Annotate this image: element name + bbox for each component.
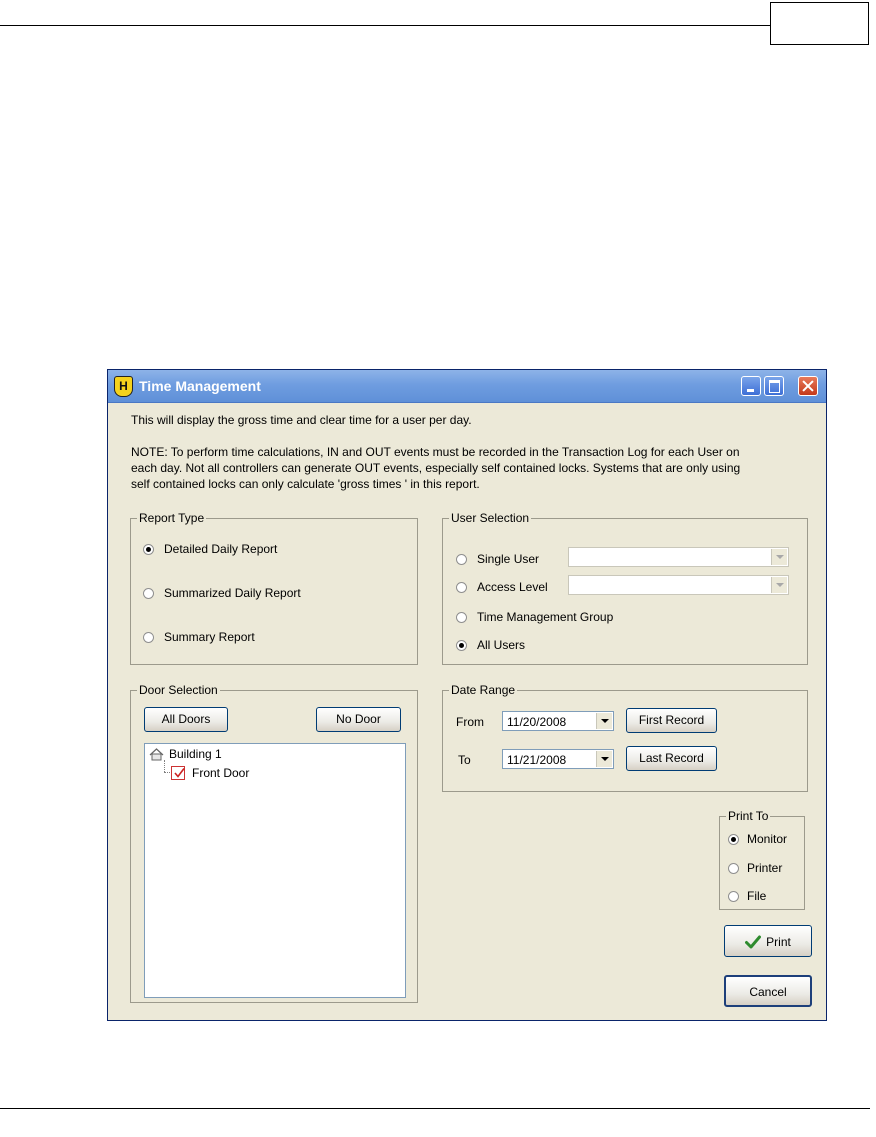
front-door-checkbox[interactable] [171,766,185,780]
checkmark-icon [173,767,185,779]
door-selection-legend: Door Selection [139,683,218,697]
last-record-button[interactable]: Last Record [626,746,717,771]
radio-label: Time Management Group [477,610,614,624]
radio-label: Printer [747,861,783,875]
front-door-label: Front Door [192,766,250,780]
radio-label: Summary Report [164,630,255,644]
radio-indicator[interactable] [456,640,467,651]
radio-label: All Users [477,638,526,652]
report-type-legend: Report Type [139,511,205,525]
tree-node-front-door[interactable] [171,766,249,780]
radio-time-management-group[interactable] [456,610,613,624]
to-date-value: 11/21/2008 [507,753,567,767]
chevron-down-icon[interactable] [771,549,787,565]
page-header-rule [0,25,770,26]
radio-indicator[interactable] [456,554,467,565]
date-range-legend: Date Range [451,683,516,697]
chevron-down-icon[interactable] [596,713,612,729]
description-text: This will display the gross time and clear time for a user per day. [131,413,472,427]
close-button[interactable] [798,376,818,396]
no-door-button[interactable]: No Door [316,707,401,732]
radio-label: Summarized Daily Report [164,586,301,600]
tree-connector [164,772,170,773]
page-footer-rule [0,1108,870,1109]
radio-print-monitor[interactable] [728,832,787,846]
print-button-label: Print [766,934,791,949]
maximize-button[interactable] [764,376,784,396]
access-level-dropdown[interactable] [568,575,789,595]
note-line-1: NOTE: To perform time calculations, IN and OUT events must be recorded in the Transaction Log for each User on [131,445,740,459]
radio-label: Detailed Daily Report [164,542,278,556]
building-icon [149,748,164,761]
note-line-3: self contained locks can only calculate 'gross times ' in this report. [131,477,480,491]
window-title: Time Management [139,378,261,394]
to-date-picker[interactable] [502,749,614,769]
first-record-button[interactable]: First Record [626,708,717,733]
chevron-down-icon[interactable] [771,577,787,593]
radio-indicator[interactable] [456,612,467,623]
door-tree[interactable] [144,743,406,998]
radio-summary-report[interactable] [143,630,255,644]
cancel-button[interactable]: Cancel [724,975,812,1007]
user-selection-legend: User Selection [451,511,530,525]
radio-label: Single User [477,552,540,566]
from-label: From [456,715,484,729]
chevron-down-icon[interactable] [596,751,612,767]
radio-indicator[interactable] [456,582,467,593]
report-type-group [130,511,418,665]
radio-single-user[interactable] [456,552,539,566]
tree-connector [164,760,165,772]
radio-indicator[interactable] [143,544,154,555]
radio-print-file[interactable] [728,889,766,903]
all-doors-button[interactable]: All Doors [144,707,228,732]
door-selection-group [130,683,418,1003]
radio-indicator[interactable] [728,863,739,874]
radio-label: Monitor [747,832,788,846]
print-to-legend: Print To [728,809,769,823]
note-line-2: each day. Not all controllers can generate OUT events, especially self contained locks. Systems that are only using [131,461,741,475]
radio-indicator[interactable] [143,632,154,643]
page-number-box [770,2,869,45]
title-bar[interactable] [108,370,826,403]
minimize-button[interactable] [741,376,761,396]
user-selection-group [442,511,808,665]
radio-label: File [747,889,767,903]
to-label: To [458,753,471,767]
tree-node-building[interactable] [149,747,222,761]
radio-indicator[interactable] [728,891,739,902]
radio-all-users[interactable] [456,638,525,652]
radio-indicator[interactable] [143,588,154,599]
radio-indicator[interactable] [728,834,739,845]
building-label: Building 1 [169,747,222,761]
app-logo-icon: H [114,376,133,397]
checkmark-icon [745,935,761,949]
print-button[interactable] [724,925,812,957]
print-to-group [719,809,805,910]
from-date-value: 11/20/2008 [507,715,567,729]
date-range-group [442,683,808,792]
from-date-picker[interactable] [502,711,614,731]
time-management-dialog [107,369,827,1021]
radio-label: Access Level [477,580,548,594]
radio-detailed-daily-report[interactable] [143,542,277,556]
radio-access-level[interactable] [456,580,548,594]
radio-print-printer[interactable] [728,861,782,875]
single-user-dropdown[interactable] [568,547,789,567]
radio-summarized-daily-report[interactable] [143,586,301,600]
